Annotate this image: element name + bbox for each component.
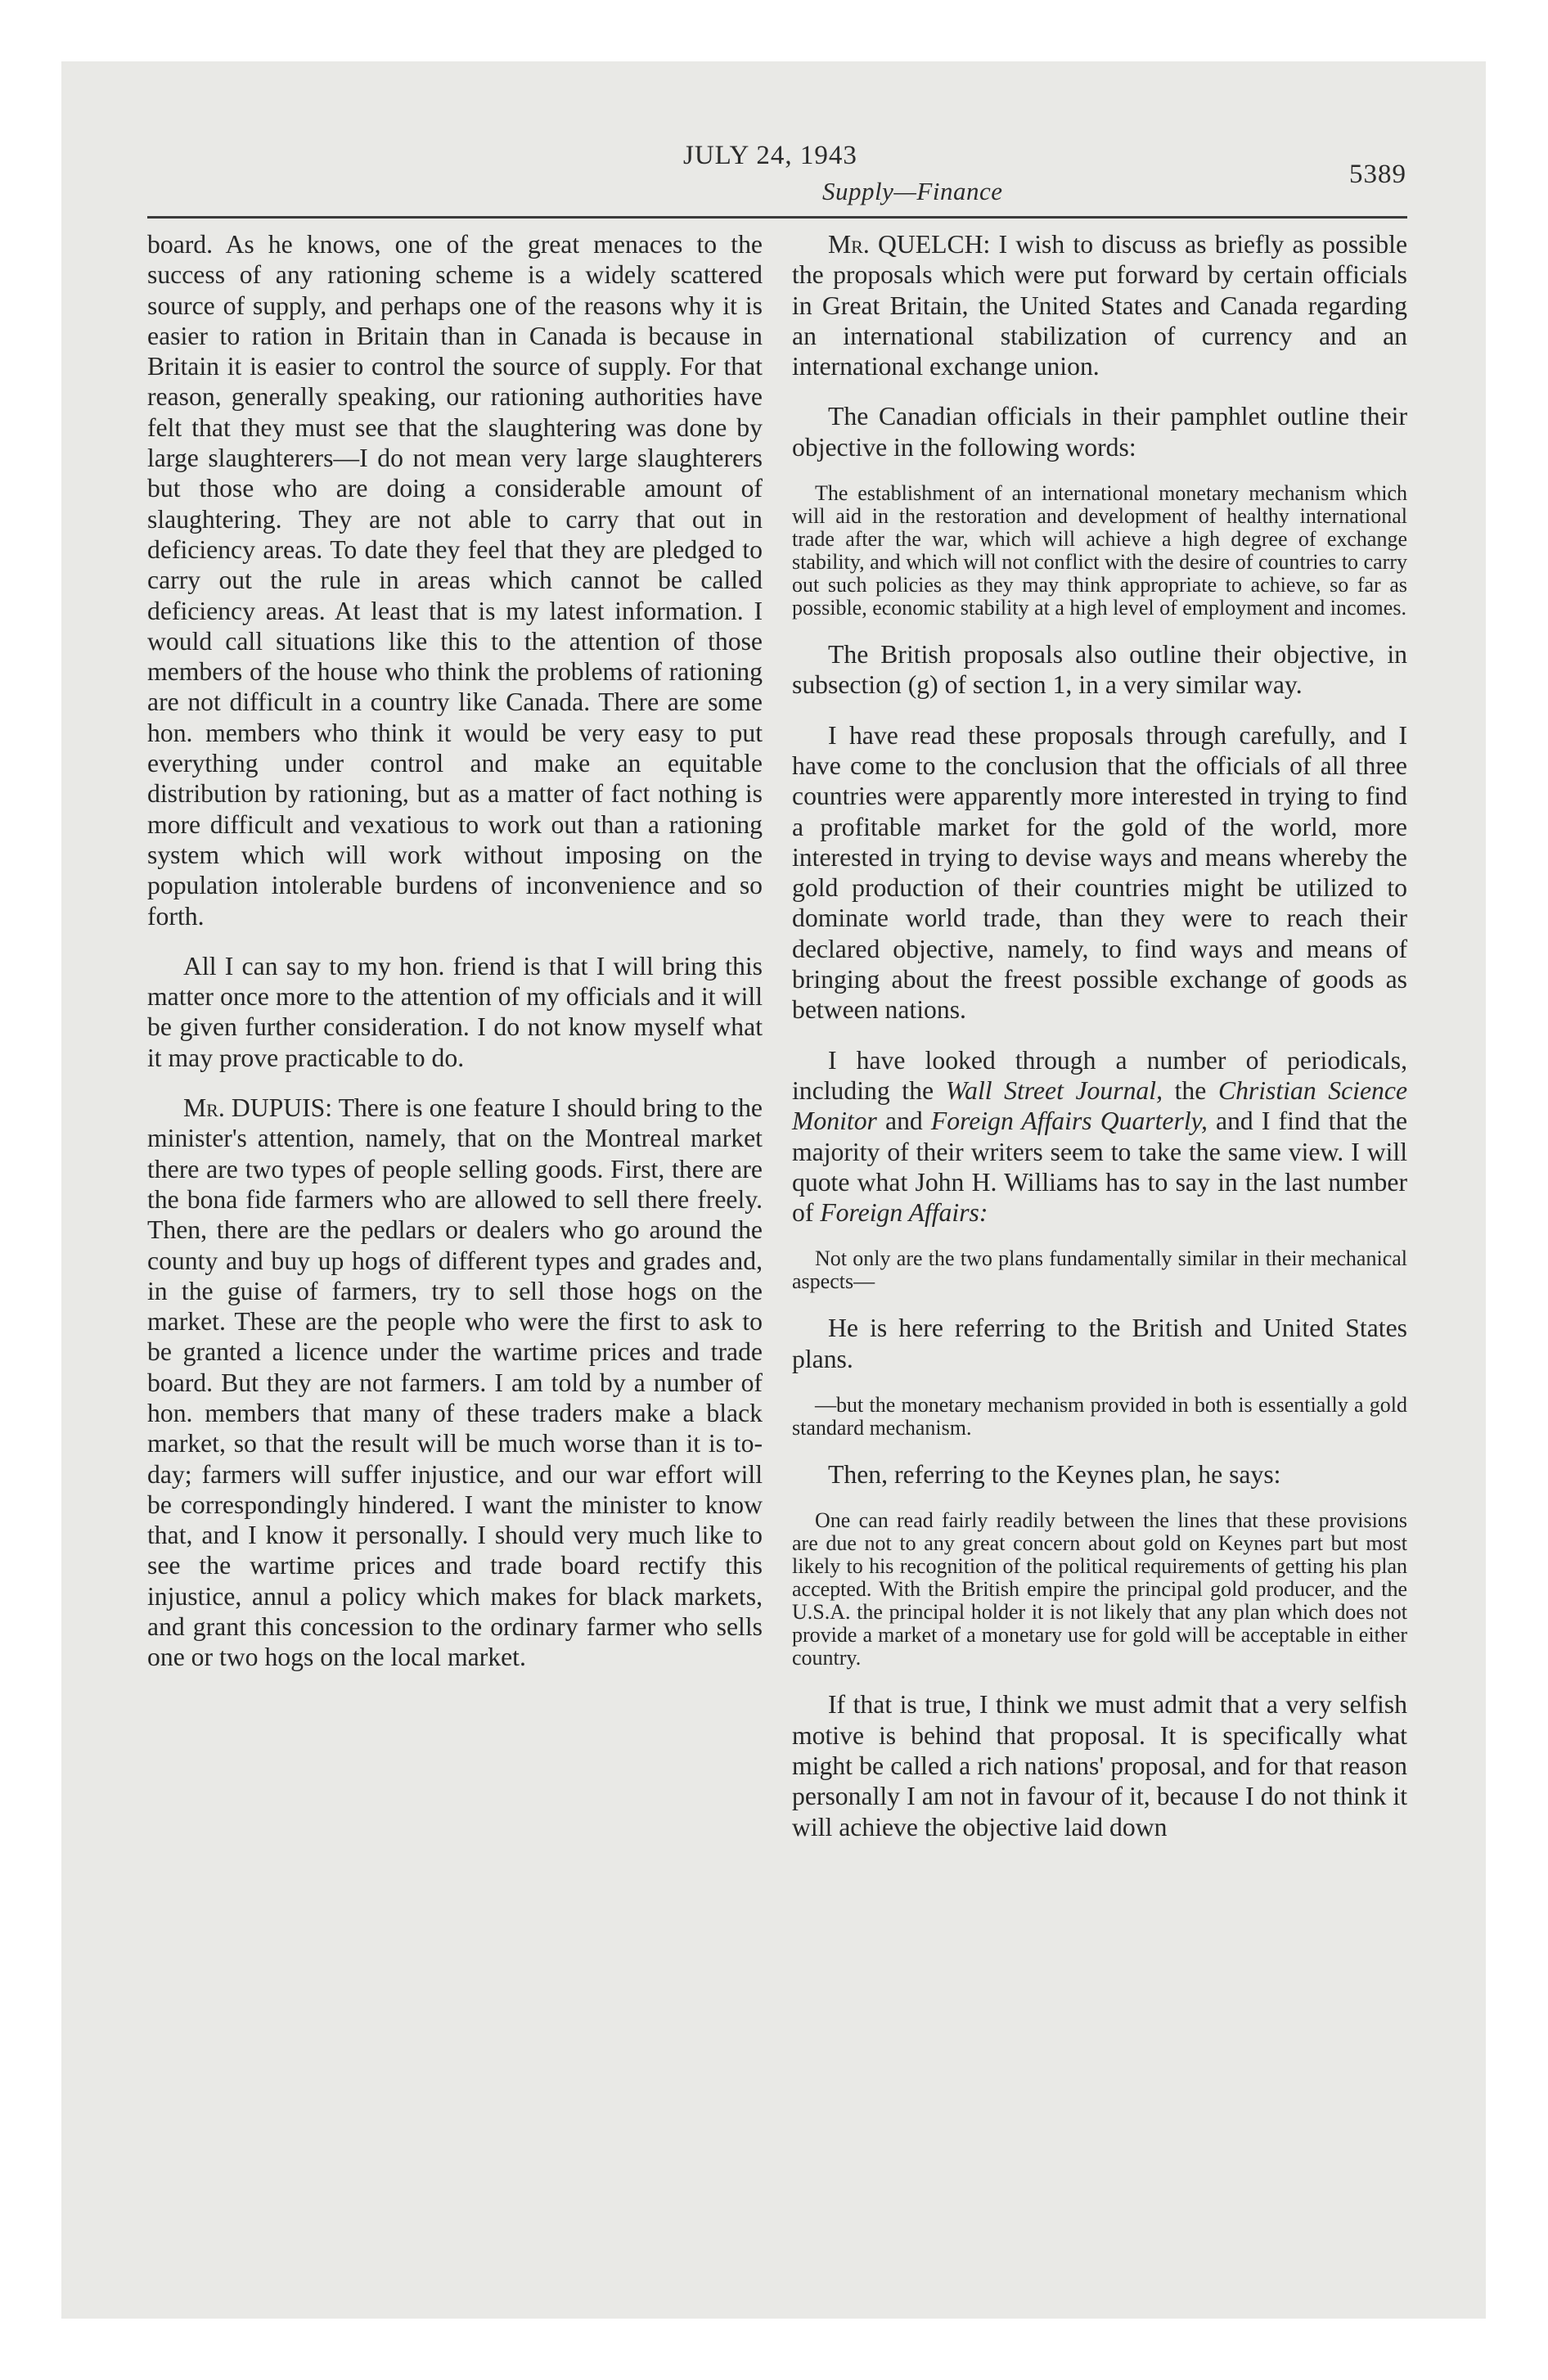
running-section-title: Supply—Finance [822,177,1003,205]
text-run: the [1174,1075,1207,1105]
right-column [792,229,1407,1862]
text-run: I have looked through a number of periodicals, including the [792,1045,1407,1105]
text-run: and [885,1107,923,1136]
paragraph [792,1045,1407,1228]
paragraph: All I can say to my hon. friend is that I will bring this matter once more to the attention of my officials and it will be given further consideration. I do not know myself what it may prove practicable to do. [147,951,763,1072]
paragraph: I have read these proposals through carefully, and I have come to the conclusion that the officials of all three countries were apparently more interested in trying to find a profitable market for the gold of the world, more interested in trying to devise ways and means whereby the gold production of their countries might be utilized to dominate world trade, than they were to reach their declared objective, namely, to find ways and means of bringing about the freest possible exchange of goods as between nations. [792,720,1407,1025]
paragraph: The British proposals also outline their objective, in subsection (g) of section 1, in a very similar way. [792,640,1407,700]
speech-text: There is one feature I should bring to the minister's attention, namely, that on the Montreal market there are two types of people selling goods. First, there are the bona fide farmers who are allowed to sell there freely. Then, there are the pedlars or dealers who go around the county and buy up hogs of different types and grades and, in the guise of farmers, try to sell those hogs on the market. These are the people who were the first to ask to be granted a licence under the wartime prices and trade board. But they are not farmers. I am told by a number of hon. members that many of these traders make a black market, so that the result will be much worse than it is to-day; farmers will suffer injustice, and our war effort will be correspondingly hindered. I want the minister to know that, and I know it personally. I should very much like to see the wartime prices and trade board rectify this injustice, annul a policy which makes for black markets, and grant this concession to the ordinary farmer who sells one or two hogs on the local market. [147,1093,763,1672]
speech [792,229,1407,381]
speech [147,1093,763,1673]
header-rule [147,216,1407,219]
header-date: JULY 24, 1943 [683,141,857,170]
block-quote: Not only are the two plans fundamentally similar in their mechanical aspects— [792,1246,1407,1294]
periodical-title: Foreign Affairs: [820,1198,988,1228]
speech-text: I wish to discuss as briefly as possible the proposals which were put forward by certain officials in Great Britain, the United States and Canada regarding an international stabilization of currency and an international exchange union. [792,230,1408,381]
paragraph: board. As he knows, one of the great menaces to the success of any rationing scheme is a widely scattered source of supply, and perhaps one of the reasons why it is easier to ration in Britain than in Canada is because in Britain it is easier to control the source of supply. For that reason, generally speaking, our rationing authorities have felt that they must see that the slaughtering was done by large slaughterers—I do not mean very large slaughterers but those who are doing a considerable amount of slaughtering. They are not able to carry that out in deficiency areas. To date they feel that they are pledged to carry out the rule in areas which cannot be called deficiency areas. At least that is my latest information. I would call situations like this to the attention of those members of the house who think the problems of rationing are not difficult in a country like Canada. There are some hon. members who think it would be very easy to put everything under control and make an equitable distribution by rationing, but as a matter of fact nothing is more difficult and vexatious to work out than a rationing system which will work without imposing on the population intolerable burdens of inconvenience and so forth. [147,230,763,931]
text-run: and I find that the majority of their writers seem to take the same view. I will quote what John H. Williams has to say in the last number of [792,1107,1408,1228]
block-quote: The establishment of an international monetary mechanism which will aid in the restoration and development of healthy international trade after the war, which will achieve a high degree of exchange stability, and which will not conflict with the desire of countries to carry out such policies as they may think appropriate to achieve, so far as possible, economic stability at a high level of employment and incomes. [792,481,1407,620]
block-quote: —but the monetary mechanism provided in both is essentially a gold standard mechanism. [792,1393,1407,1440]
periodical-title: Wall Street Journal, [945,1075,1163,1105]
periodical-title: Christian Science Monitor [792,1075,1408,1136]
left-column [147,229,763,1693]
paragraph: If that is true, I think we must admit that a very selfish motive is behind that proposal. It is specifically what might be called a rich nations' proposal, and for that reason personally I am not in favour of it, because I do not think it will achieve the objective laid down [792,1690,1407,1841]
page-number: 5389 [1349,160,1406,189]
paragraph: He is here referring to the British and United States plans. [792,1314,1407,1373]
periodical-title: Foreign Affairs Quarterly, [930,1107,1208,1136]
speaker-name: Mr. DUPUIS: [183,1093,333,1123]
speaker-name: Mr. QUELCH: [828,230,991,259]
paragraph: Then, referring to the Keynes plan, he says: [828,1460,1281,1490]
block-quote: One can read fairly readily between the lines that these provisions are due not to any great concern about gold on Keynes part but most likely to his recognition of the political requirements of getting his plan accepted. With the British empire the principal gold producer, and the U.S.A. the principal holder it is not likely that any plan which does not provide a market of a monetary use for gold will be acceptable in either country. [792,1508,1407,1670]
paragraph: The Canadian officials in their pamphlet outline their objective in the following words: [792,402,1407,462]
